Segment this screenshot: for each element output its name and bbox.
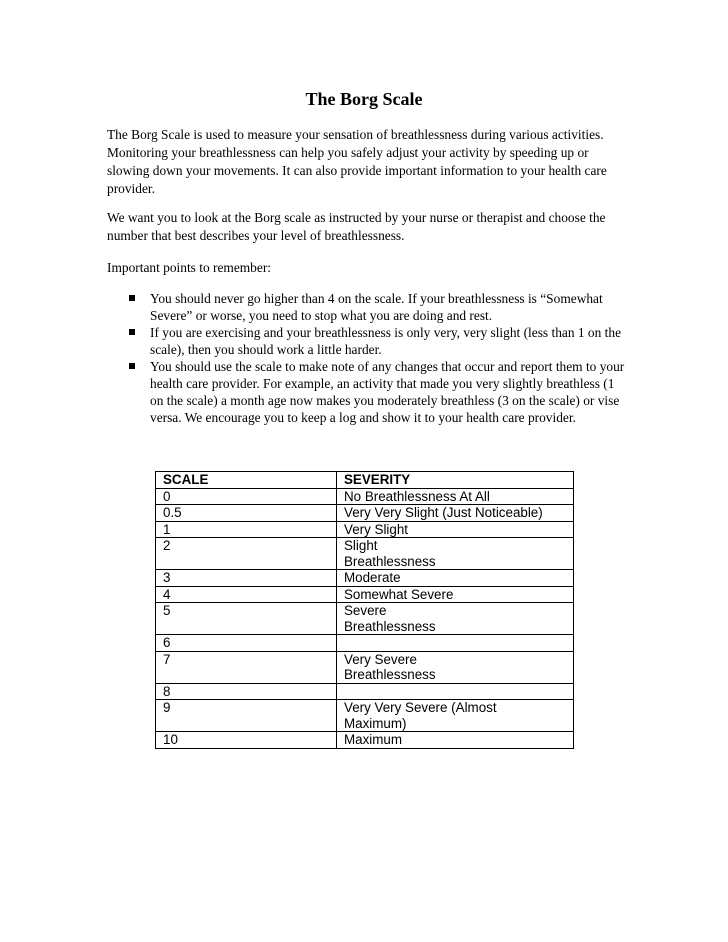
- scale-cell: 1: [156, 521, 337, 538]
- scale-cell: 9: [156, 700, 337, 732]
- severity-cell: Very Very Severe (Almost Maximum): [337, 700, 574, 732]
- severity-cell: [337, 683, 574, 700]
- table-row: [156, 635, 574, 652]
- severity-cell: No Breathlessness At All: [337, 488, 574, 505]
- severity-cell: Very Very Slight (Just Noticeable): [337, 505, 574, 522]
- column-header-severity: SEVERITY: [337, 472, 574, 489]
- table-row: [156, 505, 574, 522]
- scale-cell: 5: [156, 603, 337, 635]
- square-bullet-icon: [129, 363, 135, 369]
- severity-cell: Very Severe Breathlessness: [337, 651, 574, 683]
- table-row: [156, 521, 574, 538]
- column-header-scale: SCALE: [156, 472, 337, 489]
- list-item: [150, 290, 625, 324]
- table-row: [156, 570, 574, 587]
- table-row: [156, 683, 574, 700]
- list-item-text: You should use the scale to make note of any changes that occur and report them to your health care provider. For example, an activity that made you very slightly breathless (1 on the scale) a month age now makes you moderately breathless (3 on the scale) or vise versa. We encourage you to keep a log and show it to your health care provider.: [150, 359, 625, 425]
- borg-scale-table: [155, 471, 574, 749]
- instruction-paragraph: We want you to look at the Borg scale as instructed by your nurse or therapist and choose the number that best describes your level of breathlessness.: [107, 210, 606, 243]
- scale-cell: 6: [156, 635, 337, 652]
- severity-cell: [337, 635, 574, 652]
- list-item-text: If you are exercising and your breathlessness is only very, very slight (less than 1 on the scale), then you should work a little harder.: [150, 325, 622, 357]
- scale-cell: 7: [156, 651, 337, 683]
- document-title: The Borg Scale: [305, 89, 423, 109]
- table-row: [156, 538, 574, 570]
- severity-cell: Somewhat Severe: [337, 586, 574, 603]
- scale-cell: 8: [156, 683, 337, 700]
- severity-cell: Slight Breathlessness: [337, 538, 574, 570]
- points-list: [150, 290, 625, 426]
- severity-cell: Moderate: [337, 570, 574, 587]
- table-row: [156, 651, 574, 683]
- table-row: [156, 586, 574, 603]
- scale-cell: 0.5: [156, 505, 337, 522]
- scale-cell: 3: [156, 570, 337, 587]
- severity-cell: Very Slight: [337, 521, 574, 538]
- severity-cell: Severe Breathlessness: [337, 603, 574, 635]
- square-bullet-icon: [129, 329, 135, 335]
- severity-cell: Maximum: [337, 732, 574, 749]
- scale-cell: 4: [156, 586, 337, 603]
- table-header-row: [156, 472, 574, 489]
- scale-cell: 2: [156, 538, 337, 570]
- scale-cell: 0: [156, 488, 337, 505]
- list-item: [150, 324, 625, 358]
- table-row: [156, 603, 574, 635]
- table-row: [156, 700, 574, 732]
- table-row: [156, 488, 574, 505]
- points-heading: Important points to remember:: [107, 260, 271, 275]
- square-bullet-icon: [129, 295, 135, 301]
- table-row: [156, 732, 574, 749]
- intro-paragraph: The Borg Scale is used to measure your sensation of breathlessness during various activities. Monitoring your breathlessness can help you safely adjust your activity by speeding up or slowing down your movements. It can also provide important information to your health care provider.: [107, 127, 607, 196]
- list-item: [150, 358, 625, 426]
- list-item-text: You should never go higher than 4 on the scale. If your breathlessness is “Somewhat Severe” or worse, you need to stop what you are doing and rest.: [150, 291, 603, 323]
- scale-cell: 10: [156, 732, 337, 749]
